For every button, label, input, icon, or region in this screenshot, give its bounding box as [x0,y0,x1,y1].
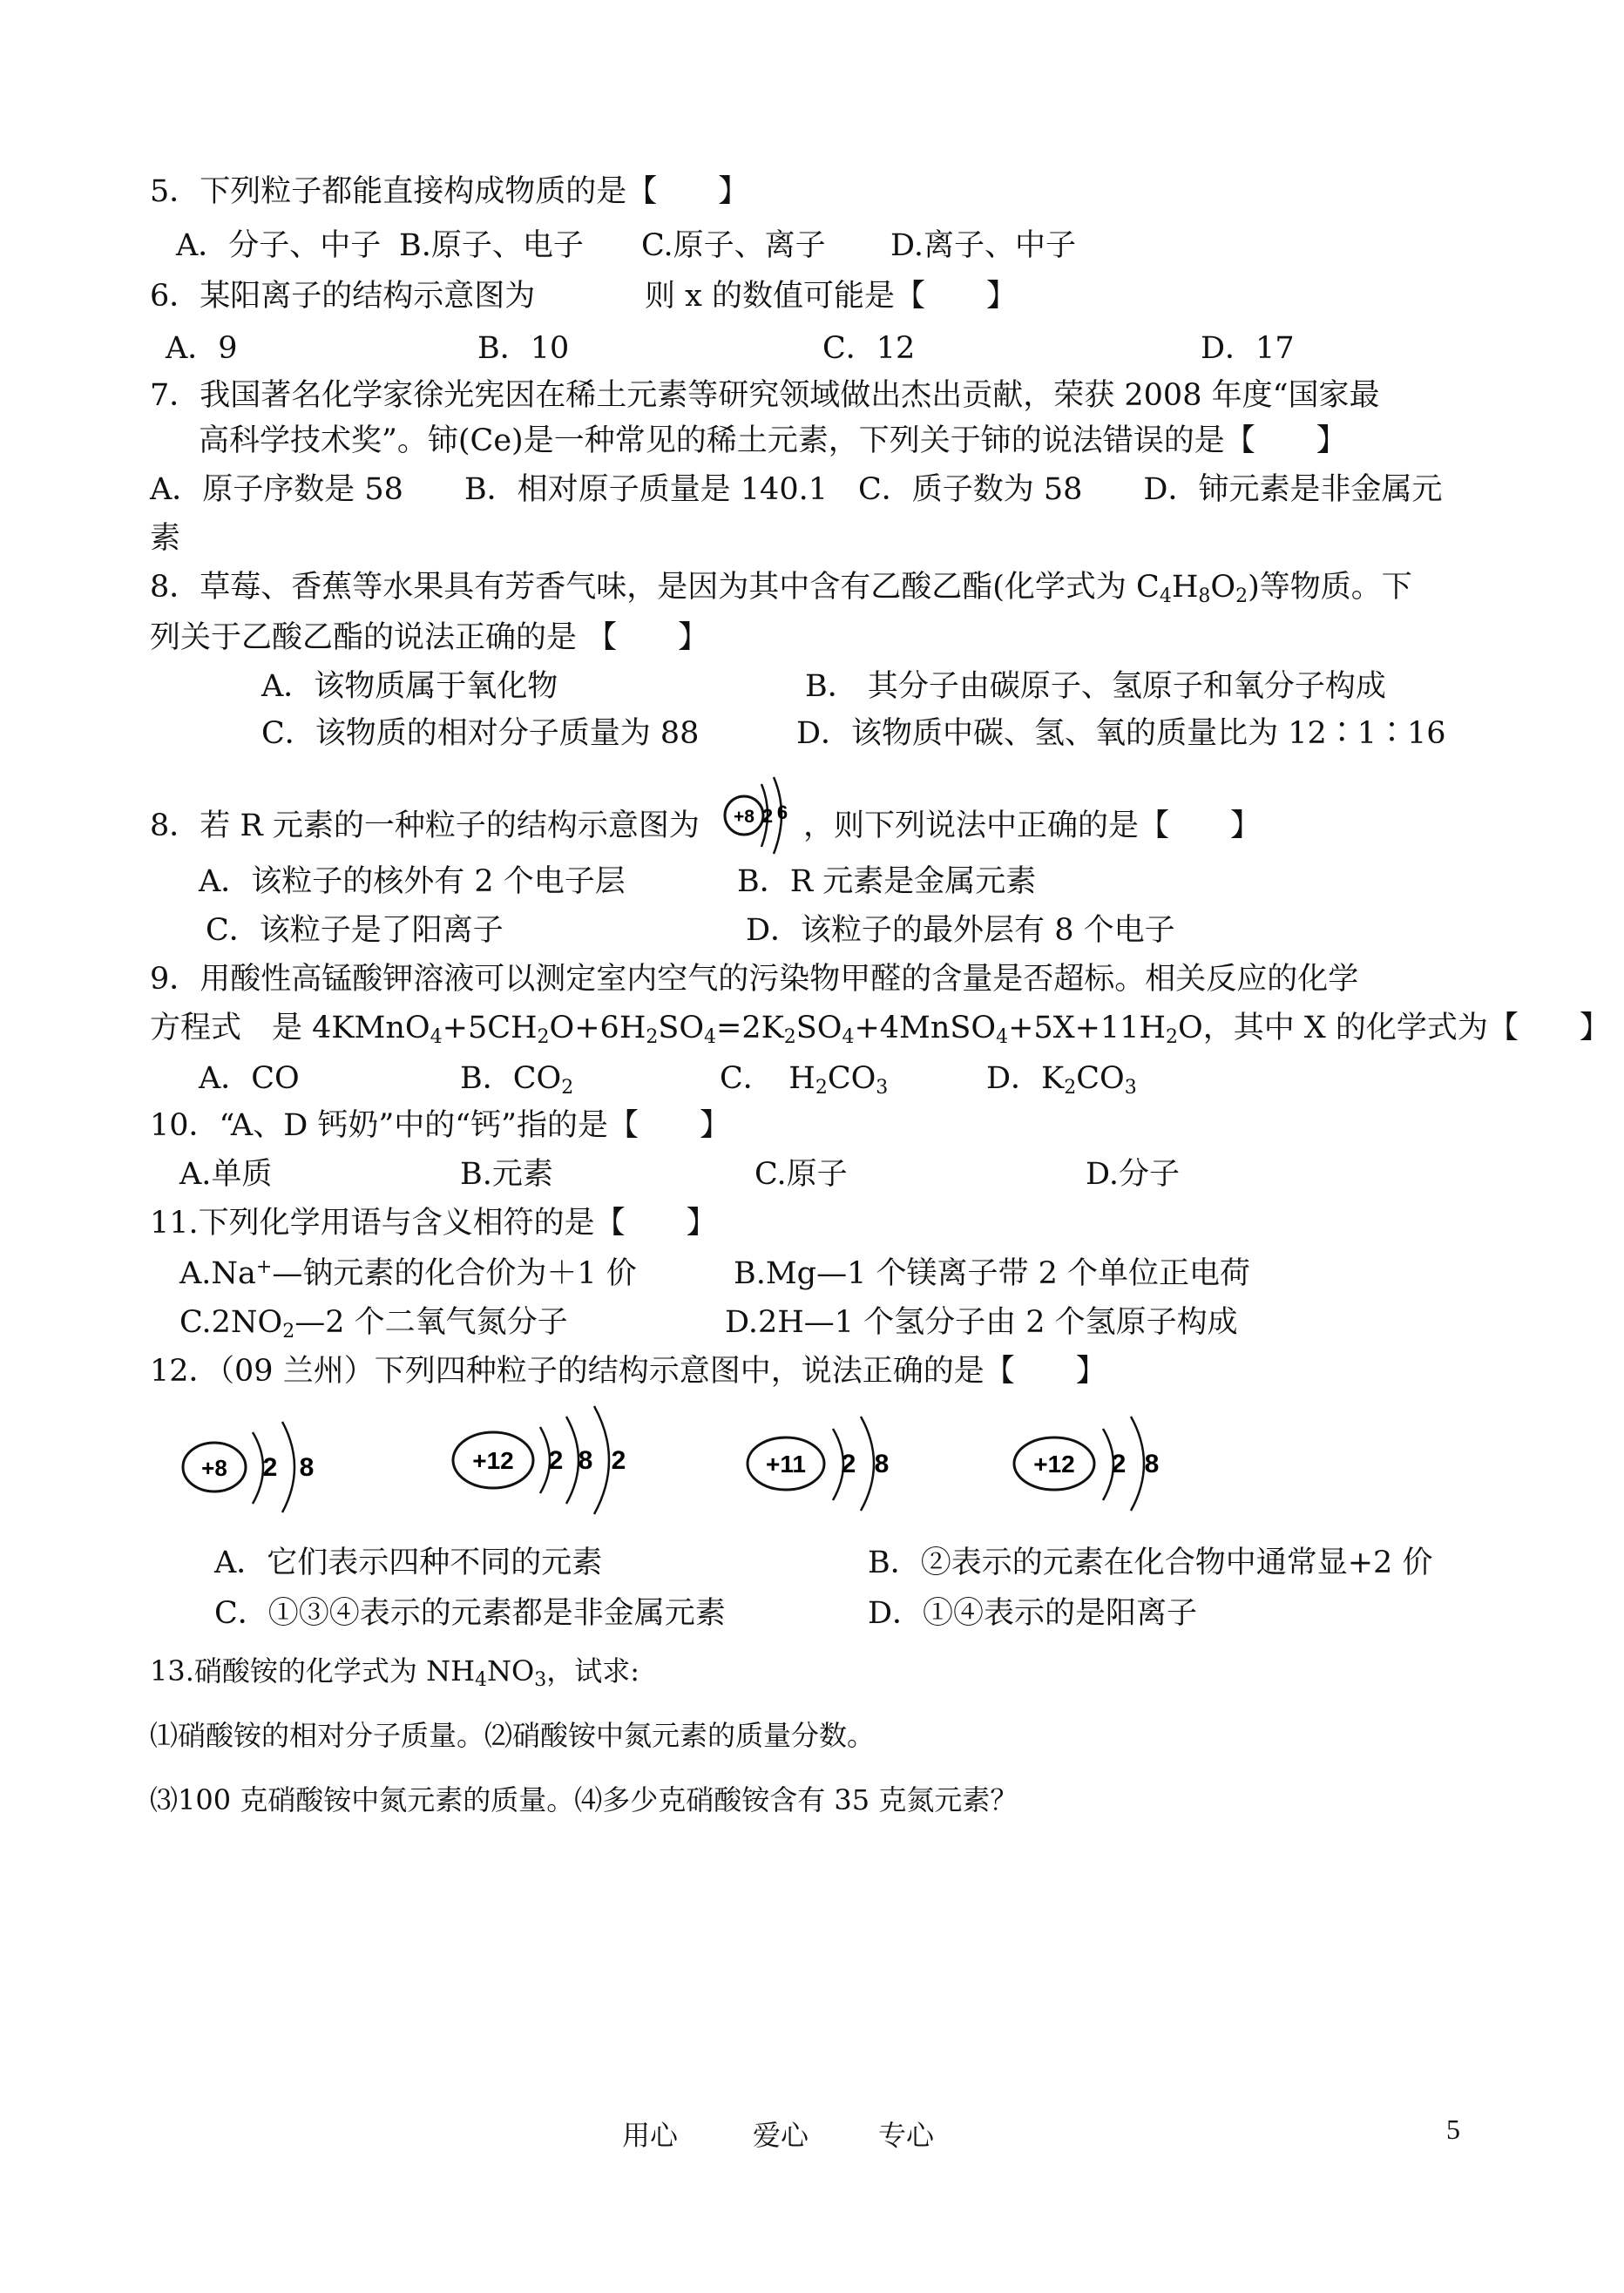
nucleus-charge: +8 [734,807,754,827]
q10-option-c: C.原子 [754,1157,848,1192]
q6-option-a: A．9 [166,331,238,366]
q5-stem: 5．下列粒子都能直接构成物质的是【 】 [150,174,749,209]
shell-electrons-1: 2 [262,1453,278,1482]
q9-option-a: A．CO [199,1061,300,1096]
shell-electrons-2: 8 [874,1450,890,1478]
q12-atom-diagram-2 [444,1403,653,1519]
q10-option-b: B.元素 [460,1157,553,1192]
q7-line-2: 高科学技术奖”。铈(Ce)是一种常见的稀土元素，下列关于铈的说法错误的是【 】 [199,423,1347,458]
q12-atom-diagram-1 [179,1413,336,1521]
q13-stem: 13.硝酸铵的化学式为 $NH_4NO_3$，试求: [150,1654,640,1691]
q7-options: A．原子序数是 58 B．相对原子质量是 140.1 C．质子数为 58 D．铈元素是非金属元 [150,472,1443,507]
shell-arc-2 [282,1422,294,1512]
shell-electrons-2: 8 [1144,1450,1160,1478]
q11-option-d: D.2H—1 个氢分子由 2 个氢原子构成 [725,1305,1238,1340]
q11-option-a: A.Na+—钠元素的化合价为＋1 价 [179,1256,637,1291]
q9-option-c: C． $H_2CO_3$ [720,1061,889,1099]
q8a-option-c: C．该物质的相对分子质量为 88 [261,716,700,751]
q9-line-1: 9．用酸性高锰酸钾溶液可以测定室内空气的污染物甲醛的含量是否超标。相关反应的化学 [150,962,1359,997]
shell-electrons-1: 2 [548,1446,564,1475]
q12-option-b: B．②表示的元素在化合物中通常显+2 价 [868,1546,1433,1580]
q6-option-b: B．10 [477,331,570,366]
q10-option-d: D.分子 [1086,1157,1180,1192]
nucleus-charge: +12 [472,1447,514,1474]
footer-item-2: 爱心 [753,2119,809,2152]
q12-stem: 12．（09 兰州）下列四种粒子的结构示意图中，说法正确的是【 】 [150,1354,1106,1389]
nucleus-charge: +12 [1033,1451,1075,1478]
q5-option-d: D.离子、中子 [890,228,1076,263]
shell-arc-1 [253,1432,263,1504]
q11-option-c: $C.2NO_2—2$ 个二氧气氮分子 [179,1305,568,1343]
q8a-option-d: D．该物质中碳、氢、氧的质量比为 12∶1∶16 [796,716,1446,751]
shell-electrons-1: 2 [1111,1450,1127,1478]
shell-electrons-1: 2 [761,805,774,827]
q8b-stem-a: 8．若 R 元素的一种粒子的结构示意图为 [150,808,700,843]
q11-stem: 11.下列化学用语与含义相符的是【 】 [150,1206,717,1241]
shell-arc-2 [1131,1417,1144,1511]
shell-electrons-2: 6 [776,802,788,823]
shell-electrons-1: 2 [841,1450,856,1478]
footer-item-3: 专心 [878,2119,935,2152]
nucleus-charge: +8 [201,1455,227,1481]
shell-arc-2 [566,1417,579,1504]
q8a-line-2: 列关于乙酸乙酯的说法正确的是 【 】 [150,620,709,655]
q5-option-b: B.原子、电子 [399,228,584,263]
q6-option-d: D．17 [1201,331,1295,366]
q7-options-wrap: 素 [150,521,181,556]
q9-line-2: 方程式 是 $4KMnO_4+5CH_2O+6H_2SO_4=2K_2SO_4+4MnSO_4+5X+11H_2O$，其中 X 的化学式为【 】 [150,1011,1610,1048]
q12-option-c: C．①③④表示的元素都是非金属元素 [214,1596,726,1631]
shell-arc-2 [861,1417,874,1511]
footer-item-1: 用心 [622,2119,679,2152]
q5-option-a: A．分子、中子 [176,228,382,263]
q10-stem: 10．“A、D 钙奶”中的“钙”指的是【 】 [150,1108,731,1143]
q8b-option-d: D．该粒子的最外层有 8 个电子 [746,913,1175,948]
q7-line-1: 7．我国著名化学家徐光宪因在稀土元素等研究领域做出杰出贡献，荣获 2008 年度“国家最 [150,378,1380,413]
q13-line-3: ⑶100 克硝酸铵中氮元素的质量。⑷多少克硝酸铵含有 35 克氮元素？ [150,1783,1018,1816]
q12-option-d: D．①④表示的是阳离子 [868,1596,1198,1631]
q6-stem-b: 则 x 的数值可能是【 】 [645,279,1017,314]
page-number: 5 [1446,2114,1460,2145]
q6-stem-a: 6．某阳离子的结构示意图为 [150,279,536,314]
q11-option-b: B.Mg—1 个镁离子带 2 个单位正电荷 [734,1256,1251,1291]
shell-electrons-2: 8 [578,1446,593,1475]
q8b-stem-b: ，则下列说法中正确的是【 】 [803,808,1262,843]
q12-option-a: A．它们表示四种不同的元素 [214,1546,603,1580]
shell-arc-3 [594,1406,609,1514]
q8a-line-1: 8．草莓、香蕉等水果具有芳香气味，是因为其中含有乙酸乙酯(化学式为 $C_4H_8O_2$)等物质。下 [150,570,1412,607]
q5-option-c: C.原子、离子 [641,228,826,263]
shell-electrons-3: 2 [611,1446,626,1475]
shell-electrons-2: 8 [299,1453,315,1482]
q8a-option-a: A．该物质属于氧化物 [261,669,558,704]
q8a-option-b: B． 其分子由碳原子、氢原子和氧分子构成 [805,669,1386,704]
q10-option-a: A.单质 [179,1157,273,1192]
q8b-option-a: A．该粒子的核外有 2 个电子层 [199,864,626,899]
q9-option-d: D．$K_2CO_3$ [986,1061,1137,1099]
q13-line-2: ⑴硝酸铵的相对分子质量。⑵硝酸铵中氮元素的质量分数。 [150,1719,876,1752]
q6-option-c: C．12 [822,331,916,366]
q12-atom-diagram-4 [1009,1410,1183,1518]
q8b-atom-diagram [723,770,802,861]
q9-option-b: B．$CO_2$ [460,1061,574,1099]
q12-atom-diagram-3 [741,1410,915,1518]
q8b-option-c: C．该粒子是了阳离子 [206,913,504,948]
q8b-option-b: B．R 元素是金属元素 [737,864,1037,899]
nucleus-charge: +11 [766,1451,806,1478]
